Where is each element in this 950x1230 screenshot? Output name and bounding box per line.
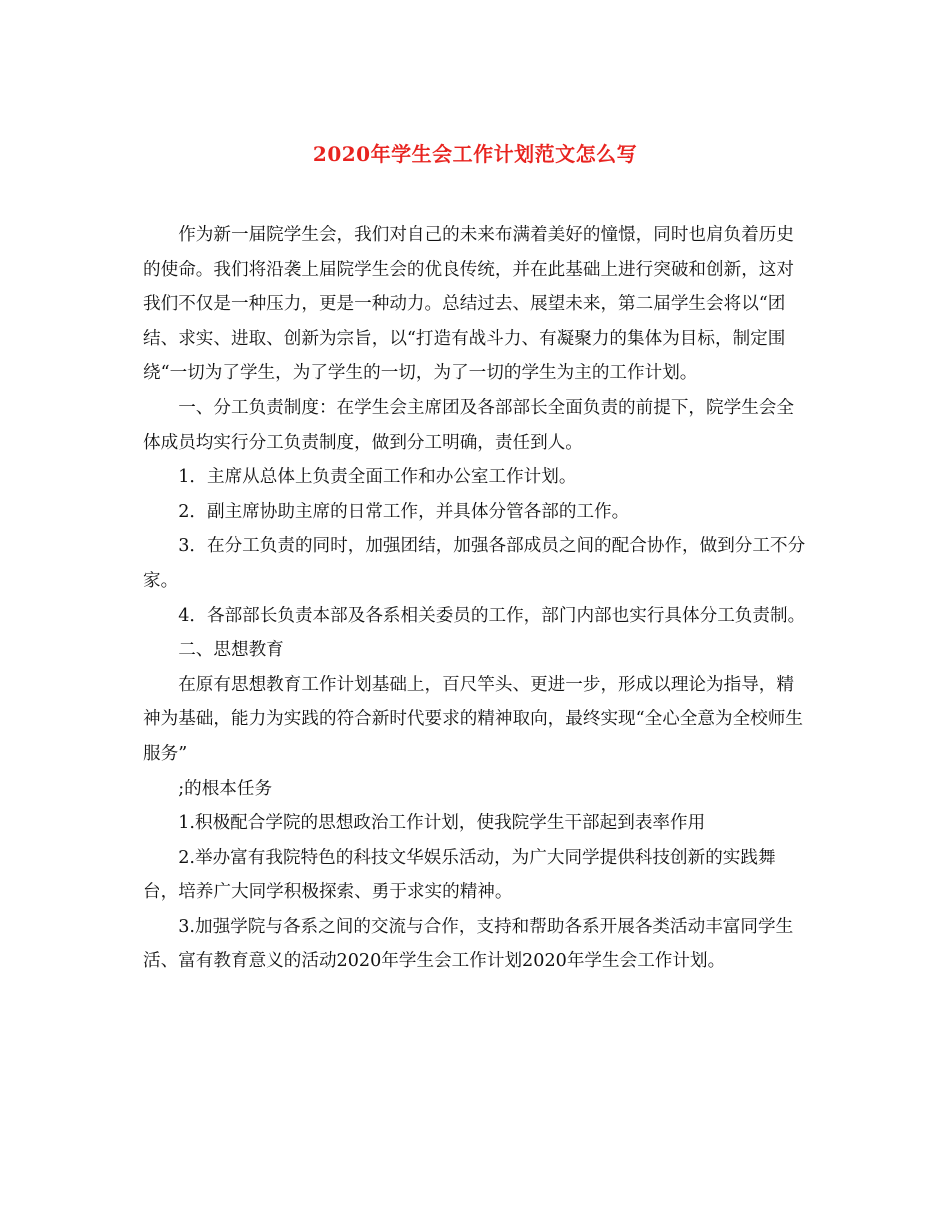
list-item: 3.加强学院与各系之间的交流与合作，支持和帮助各系开展各类活动丰富同学生活、富有教育意义的活动2020年学生会工作计划2020年学生会工作计划。 — [143, 916, 794, 972]
list-item: 3．在分工负责的同时，加强团结，加强各部成员之间的配合协作，做到分工不分家。 — [143, 536, 806, 591]
paragraph-fragment: ;的根本任务 — [178, 778, 273, 799]
document-body — [143, 218, 809, 979]
list-item: 4．各部部长负责本部及各系相关委员的工作，部门内部也实行具体分工负责制。 — [178, 605, 806, 626]
document-title: 2020年学生会工作计划范文怎么写 — [312, 142, 638, 166]
paragraph-intro: 作为新一届院学生会，我们对自己的未来布满着美好的憧憬，同时也肩负着历史的使命。我们将沿袭上届院学生会的优良传统，并在此基础上进行突破和创新，这对我们不仅是一种压力，更是一种动力。总结过去、展望未来，第二届学生会将以“团结、求实、进取、创新为宗旨，以“打造有战斗力、有凝聚力的集体为目标，制定围绕“一切为了学生，为了学生的一切，为了一切的学生为主的工作计划。 — [143, 225, 794, 384]
list-item: 1.积极配合学院的思想政治工作计划，使我院学生干部起到表率作用 — [178, 813, 706, 834]
section-heading: 二、思想教育 — [178, 640, 284, 661]
paragraph-section-2: 在原有思想教育工作计划基础上，百尺竿头、更进一步，形成以理论为指导，精神为基础，能力为实践的符合新时代要求的精神取向，最终实现“全心全意为全校师生服务” — [143, 674, 803, 764]
list-item: 2.举办富有我院特色的科技文华娱乐活动，为广大同学提供科技创新的实践舞台，培养广大同学积极探索、勇于求实的精神。 — [143, 847, 776, 903]
list-item: 2．副主席协助主席的日常工作，并具体分管各部的工作。 — [178, 501, 630, 522]
paragraph-section-1: 一、分工负责制度：在学生会主席团及各部部长全面负责的前提下，院学生会全体成员均实行分工负责制度，做到分工明确，责任到人。 — [143, 397, 794, 453]
list-item: 1．主席从总体上负责全面工作和办公室工作计划。 — [178, 467, 577, 488]
